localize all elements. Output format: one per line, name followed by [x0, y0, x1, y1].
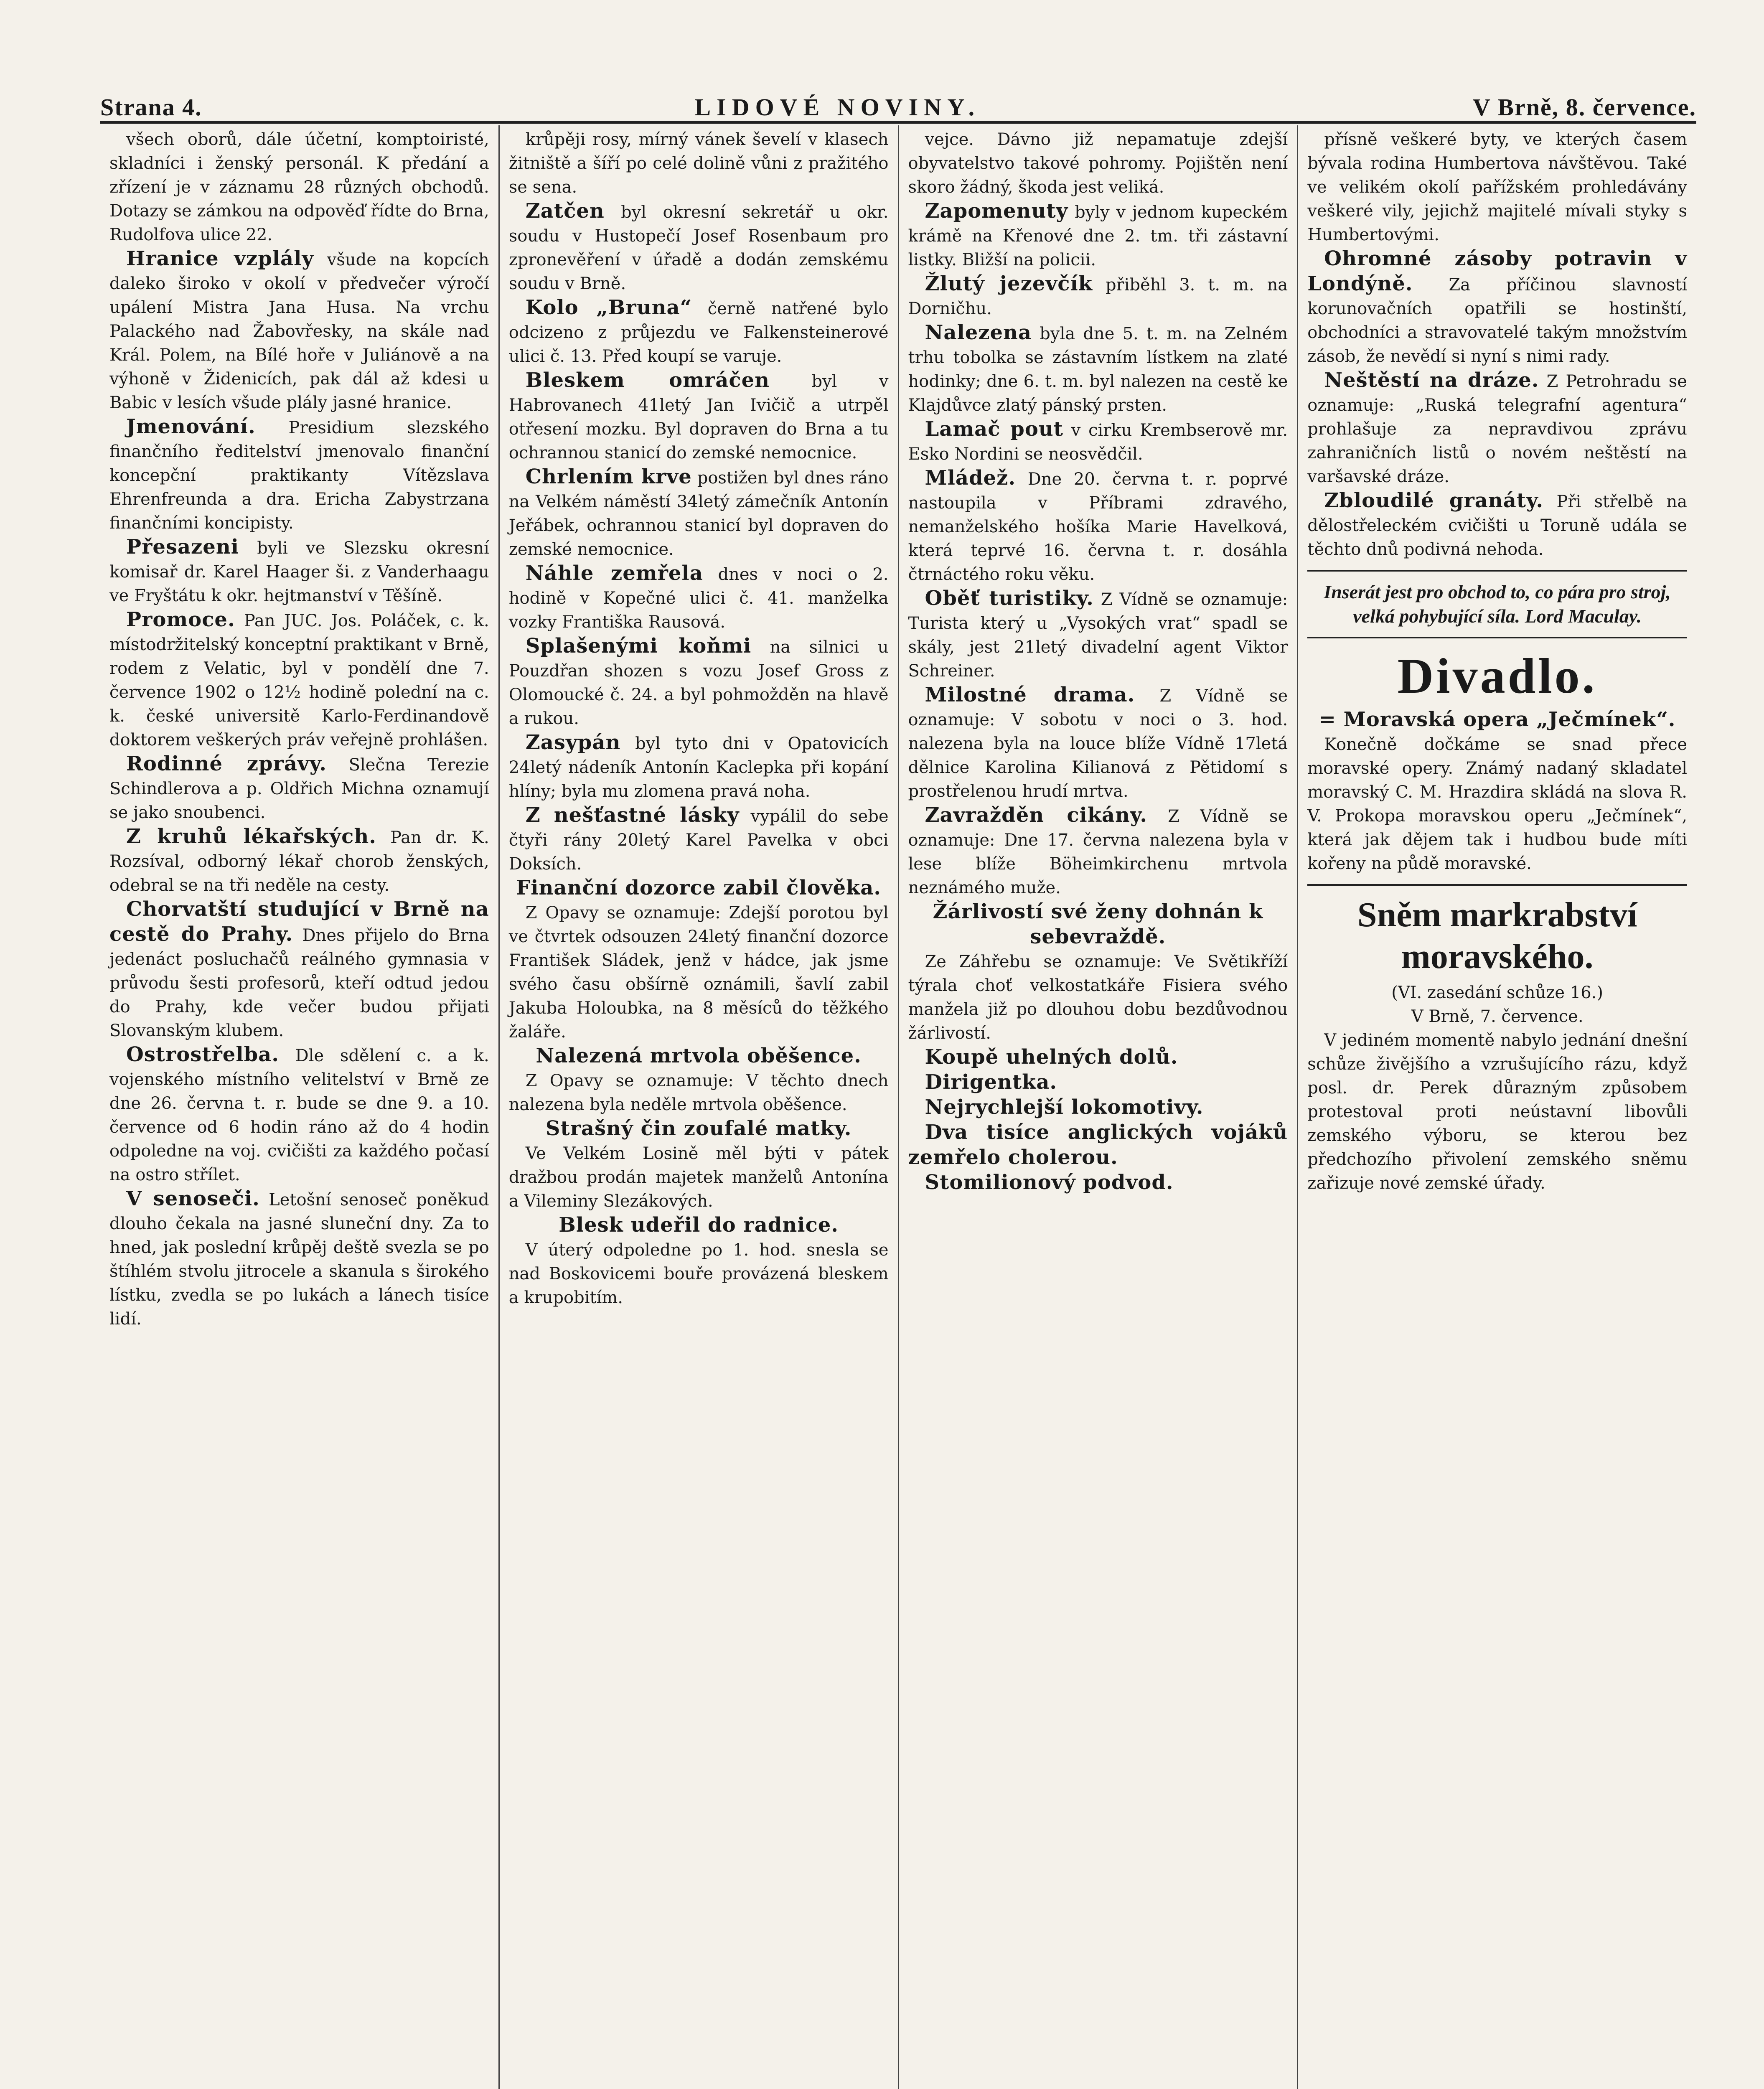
- article-heading: Hranice vzplály: [126, 247, 314, 270]
- article-heading: Ohromné zásoby potravin v Londýně.: [1307, 247, 1687, 295]
- article-text: Za příčinou slavností korunovačních opatřili se hostinští, obchodníci a stravovatelé takým množstvím zásob, že nevědí si nyní s nimi rady.: [1307, 275, 1687, 366]
- article-text: Dle sdělení c. a k. vojenského místního velitelství v Brně ze dne 26. června t. r. bude se dne 9. a 10. července od 6 hodin ráno až do 4 hodin odpoledne na voj. cvičišti za každého počasí na ostro střílet.: [109, 1046, 489, 1184]
- article-text: Při střelbě na dělostřeleckém cvičišti u Toruně udála se těchto dnů podivná nehoda.: [1307, 492, 1687, 559]
- article-heading: Strašný čin zoufalé matky.: [545, 1117, 852, 1140]
- article-heading: Chrlením krve: [525, 465, 692, 488]
- article-heading: Zasypán: [525, 731, 621, 754]
- column-3: [899, 125, 1299, 2089]
- article-heading: Zbloudilé granáty.: [1324, 489, 1544, 512]
- article-text: byl tyto dni v Opatovicích 24letý nádeník Antonín Kaclepka při kopání hlíny; byla mu zlomena pravá noha.: [508, 734, 889, 801]
- article-heading: Z kruhů lékařských.: [126, 825, 376, 848]
- article-heading: Neštěstí na dráze.: [1324, 368, 1539, 392]
- article-text: Z Opavy se oznamuje: V těchto dnech nalezena byla neděle mrtvola oběšence.: [508, 1071, 889, 1114]
- article-heading: Z nešťastné lásky: [525, 803, 740, 827]
- article-heading: Lamač pout: [925, 417, 1063, 441]
- article-heading: V senoseči.: [126, 1187, 260, 1210]
- article-text: vypálil do sebe čtyři rány 20letý Karel Pavelka v obci Doksích.: [508, 807, 889, 874]
- article-heading: Nalezená mrtvola oběšence.: [536, 1044, 862, 1067]
- article-text: vejce. Dávno již nepamatuje zdejší obyvatelstvo takové pohromy. Pojištěn není skoro žádný, škoda jest veliká.: [908, 130, 1288, 197]
- article-heading: Kolo „Bruna“: [525, 296, 692, 319]
- article-heading: Zatčen: [525, 199, 605, 223]
- section-title-theatre: Divadlo.: [1397, 648, 1597, 704]
- column-2: [500, 125, 899, 2089]
- article-text: Pan JUC. Jos. Poláček, c. k. místodržitelský konceptní praktikant v Brně, rodem z Velatic, byl v pondělí dne 7. července 1902 o 12½ hodině polední na c. k. české universitě Karlo-Ferdinandově doktorem veškerých práv veřejně prohlášen.: [109, 611, 489, 750]
- page-number: Strana 4.: [100, 94, 202, 121]
- article-text: byla dne 5. t. m. na Zelném trhu tobolka se zástavním lístkem na zlaté hodinky; dne 6. t. m. byl nalezen na cestě ke Klajdůvce zlatý pánský prsten.: [908, 324, 1288, 415]
- newspaper-title: LIDOVÉ NOVINY.: [694, 94, 981, 121]
- section-divider: [1307, 637, 1687, 638]
- article-heading: Dirigentka.: [925, 1070, 1057, 1094]
- article-heading: Zapomenuty: [925, 199, 1068, 223]
- session-subtitle: (VI. zasedání schůze 16.): [1391, 983, 1603, 1002]
- article-text: Z Vídně se oznamuje: V sobotu v noci o 3. hod. nalezena byla na louce blíže Vídně 17letá dělnice Karolina Kilianová z Pětidomí s prostřelenou hrudí mrtva.: [908, 686, 1288, 801]
- advertising-quote: Inserát jest pro obchod to, co pára pro stroj, velká pohybující síla. Lord Maculay.: [1324, 581, 1671, 627]
- page-header: [100, 84, 1696, 124]
- article-heading: Náhle zemřela: [525, 562, 703, 585]
- article-heading: Ostrostřelba.: [126, 1043, 279, 1066]
- article-text: Dne 20. června t. r. poprvé nastoupila v Příbrami zdravého, nemanželského hošíka Marie Havelková, která teprvé 16. června t. r. dosáhla čtrnáctého roku věku.: [908, 470, 1288, 584]
- article-text: černě natřené bylo odcizeno z průjezdu ve Falkensteinerové ulici č. 13. Před koupí se varuje.: [508, 299, 889, 366]
- article-text: všech oborů, dále účetní, komptoiristé, skladníci i ženský personál. K předání a zřízení je v záznamu 28 různých obchodů. Dotazy se zámkou na odpověď řídte do Brna, Rudolfova ulice 22.: [109, 130, 489, 244]
- article-columns: [100, 125, 1696, 2089]
- article-text: Z Opavy se oznamuje: Zdejší porotou byl ve čtvrtek odsouzen 24letý finanční dozorce František Sládek, jenž v hádce, jak jsme svého času obšírně oznámili, šavlí zabil Jakuba Holoubka, na 8 měsíců do těžkého žaláře.: [508, 903, 889, 1042]
- article-text: Z Vídně se oznamuje: Turista který u „Vysokých vrat“ spadl se skály, jest 21letý divadelní agent Viktor Schreiner.: [908, 590, 1288, 681]
- article-text: přiběhl 3. t. m. na Dorničhu.: [908, 275, 1288, 318]
- article-heading: Finanční dozorce zabil člověka.: [516, 876, 882, 900]
- article-text: Ve Velkém Losině měl býti v pátek dražbou prodán majetek manželů Antonína a Vileminy Slezákových.: [508, 1144, 889, 1211]
- article-text: Dnes přijelo do Brna jedenáct posluchačů reálného gymnasia v průvodu šesti profesorů, kteří odtud jedou do Prahy, kde večer budou přijati Slovanským klubem.: [109, 926, 489, 1040]
- article-heading: Jmenování.: [126, 415, 256, 438]
- article-heading: = Moravská opera „Ječmínek“.: [1319, 708, 1676, 731]
- article-text: krůpěji rosy, mírný vánek ševelí v klasech žitniště a šíří po celé dolině vůni z pražitého se sena.: [508, 130, 889, 197]
- article-text: přísně veškeré byty, ve kterých časem bývala rodina Humbertova návštěvou. Také ve velikém okolí pařížském prohledávány veškeré vily, jejichž majitelé mívali styky s Humbertovými.: [1307, 130, 1687, 244]
- article-heading: Nejrychlejší lokomotivy.: [925, 1095, 1204, 1119]
- column-4: [1298, 125, 1696, 2089]
- article-text: všude na kopcích daleko široko v okolí v předvečer výročí upálení Mistra Jana Husa. Na vrchu Palackého nad Žabovřesky, na skále nad Král. Polem, na Bílé hoře v Juliánově a na výhoně v Židenicích, pak dál až kdesi u Babic v lesích všude plály jasné hranice.: [109, 250, 489, 412]
- article-text: Ze Záhřebu se oznamuje: Ve Světikříží týrala choť velkostatkáře Fisiera svého manžela již po dlouhou dobu bezdůvodnou žárlivostí.: [908, 952, 1288, 1043]
- article-heading: Bleskem omráčen: [525, 368, 770, 392]
- article-text: Slečna Terezie Schindlerova a p. Oldřich Michna oznamují se jako snoubenci.: [109, 755, 489, 822]
- article-text: na silnici u Pouzdřan shozen s vozu Josef Gross z Olomoucké č. 24. a byl pohmožděn na hlavě a rukou.: [508, 638, 889, 728]
- article-text: byl v Habrovanech 41letý Jan Ivičič a utrpěl otřesení mozku. Byl dopraven do Brna a tu ochrannou stanicí do zemské nemocnice.: [508, 372, 889, 463]
- article-text: Z Vídně se oznamuje: Dne 17. června nalezena byla v lese blíže Böheimkirchenu mrtvola neznámého muže.: [908, 807, 1288, 897]
- article-heading: Žlutý jezevčík: [925, 272, 1093, 295]
- article-text: Z Petrohradu se oznamuje: „Ruská telegrafní agentura“ prohlašuje za nepravdivou zprávu zahraničních listů o novém neštěstí na varšavské dráze.: [1307, 372, 1687, 486]
- article-heading: Nalezena: [925, 321, 1032, 344]
- article-text: byl okresní sekretář u okr. soudu v Hustopečí Josef Rosenbaum pro zpronevěření v úřadě a dodán zemskému soudu v Brně.: [508, 203, 889, 293]
- article-text: Presidium slezského finančního ředitelství jmenovalo finanční koncepční praktikanty Vítězslava Ehrenfreunda a dra. Ericha Zabystrzana finančními koncipisty.: [109, 418, 489, 533]
- article-heading: Koupě uhelných dolů.: [925, 1045, 1178, 1069]
- article-heading: Blesk udeřil do radnice.: [559, 1213, 839, 1237]
- section-divider: [1307, 884, 1687, 886]
- article-text: Pan dr. K. Rozsíval, odborný lékař chorob ženských, odebral se na tři neděle na cesty.: [109, 828, 489, 895]
- article-text: Konečně dočkáme se snad přece moravské opery. Známý nadaný skladatel moravský C. M. Hrazdira skládá na slova R. V. Prokopa moravskou operu „Ječmínek“, která jak dějem tak i hudbou bude míti kořeny na půdě moravské.: [1307, 735, 1687, 873]
- article-text: byli ve Slezsku okresní komisař dr. Karel Haager ši. z Vanderhaagu ve Fryštátu k okr. hejtmanství v Těšíně.: [109, 539, 489, 605]
- session-dateline: V Brně, 7. července.: [1411, 1007, 1584, 1026]
- article-heading: Dva tisíce anglických vojáků zemřelo cholerou.: [908, 1121, 1288, 1169]
- article-heading: Přesazeni: [126, 535, 239, 559]
- article-heading: Mládež.: [925, 466, 1016, 490]
- section-title-diet: Sněm markrabství moravského.: [1357, 895, 1637, 976]
- article-text: postižen byl dnes ráno na Velkém náměstí 34letý zámečník Antonín Jeřábek, ochrannou stanicí byl dopraven do zemské nemocnice.: [508, 468, 889, 559]
- article-text: V jediném momentě nabylo jednání dnešní schůze živějšího a vzrušujícího rázu, když posl. dr. Perek důrazným způsobem protestoval proti neústavní libovůli zemského výboru, se kterou bez předchozího přivolení zemského sněmu zařizuje nové zemské úřady.: [1307, 1031, 1687, 1193]
- article-heading: Oběť turistiky.: [925, 587, 1094, 610]
- article-heading: Chorvatští studující v Brně na cestě do Prahy.: [109, 897, 489, 946]
- section-divider: [1307, 570, 1687, 572]
- article-text: v cirku Krembserově mr. Esko Nordini se neosvědčil.: [908, 421, 1288, 464]
- article-text: dnes v noci o 2. hodině v Kopečné ulici č. 41. manželka vozky Františka Rausová.: [508, 565, 889, 632]
- article-text: byly v jednom kupeckém krámě na Křenové dne 2. tm. tři zástavní listky. Bližší na policii.: [908, 203, 1288, 269]
- article-heading: Promoce.: [126, 608, 235, 631]
- column-1: [100, 125, 500, 2089]
- article-heading: Rodinné zprávy.: [126, 752, 327, 775]
- article-text: Letošní senoseč poněkud dlouho čekala na jasné sluneční dny. Za to hned, jak poslední krůpěj deště svezla se po štíhlém stvolu jitrocele a skanula s širokého lístku, zvedla se po lukách a lánech tisíce lidí.: [109, 1190, 489, 1329]
- article-text: V úterý odpoledne po 1. hod. snesla se nad Boskovicemi bouře provázená bleskem a krupobitím.: [508, 1240, 889, 1307]
- article-heading: Stomilionový podvod.: [925, 1171, 1174, 1194]
- article-heading: Milostné drama.: [925, 683, 1135, 706]
- article-heading: Splašenými koňmi: [525, 634, 752, 658]
- dateline: V Brně, 8. července.: [1473, 94, 1696, 121]
- article-heading: Zavražděn cikány.: [925, 803, 1148, 827]
- article-heading: Žárlivostí své ženy dohnán k sebevraždě.: [933, 900, 1263, 948]
